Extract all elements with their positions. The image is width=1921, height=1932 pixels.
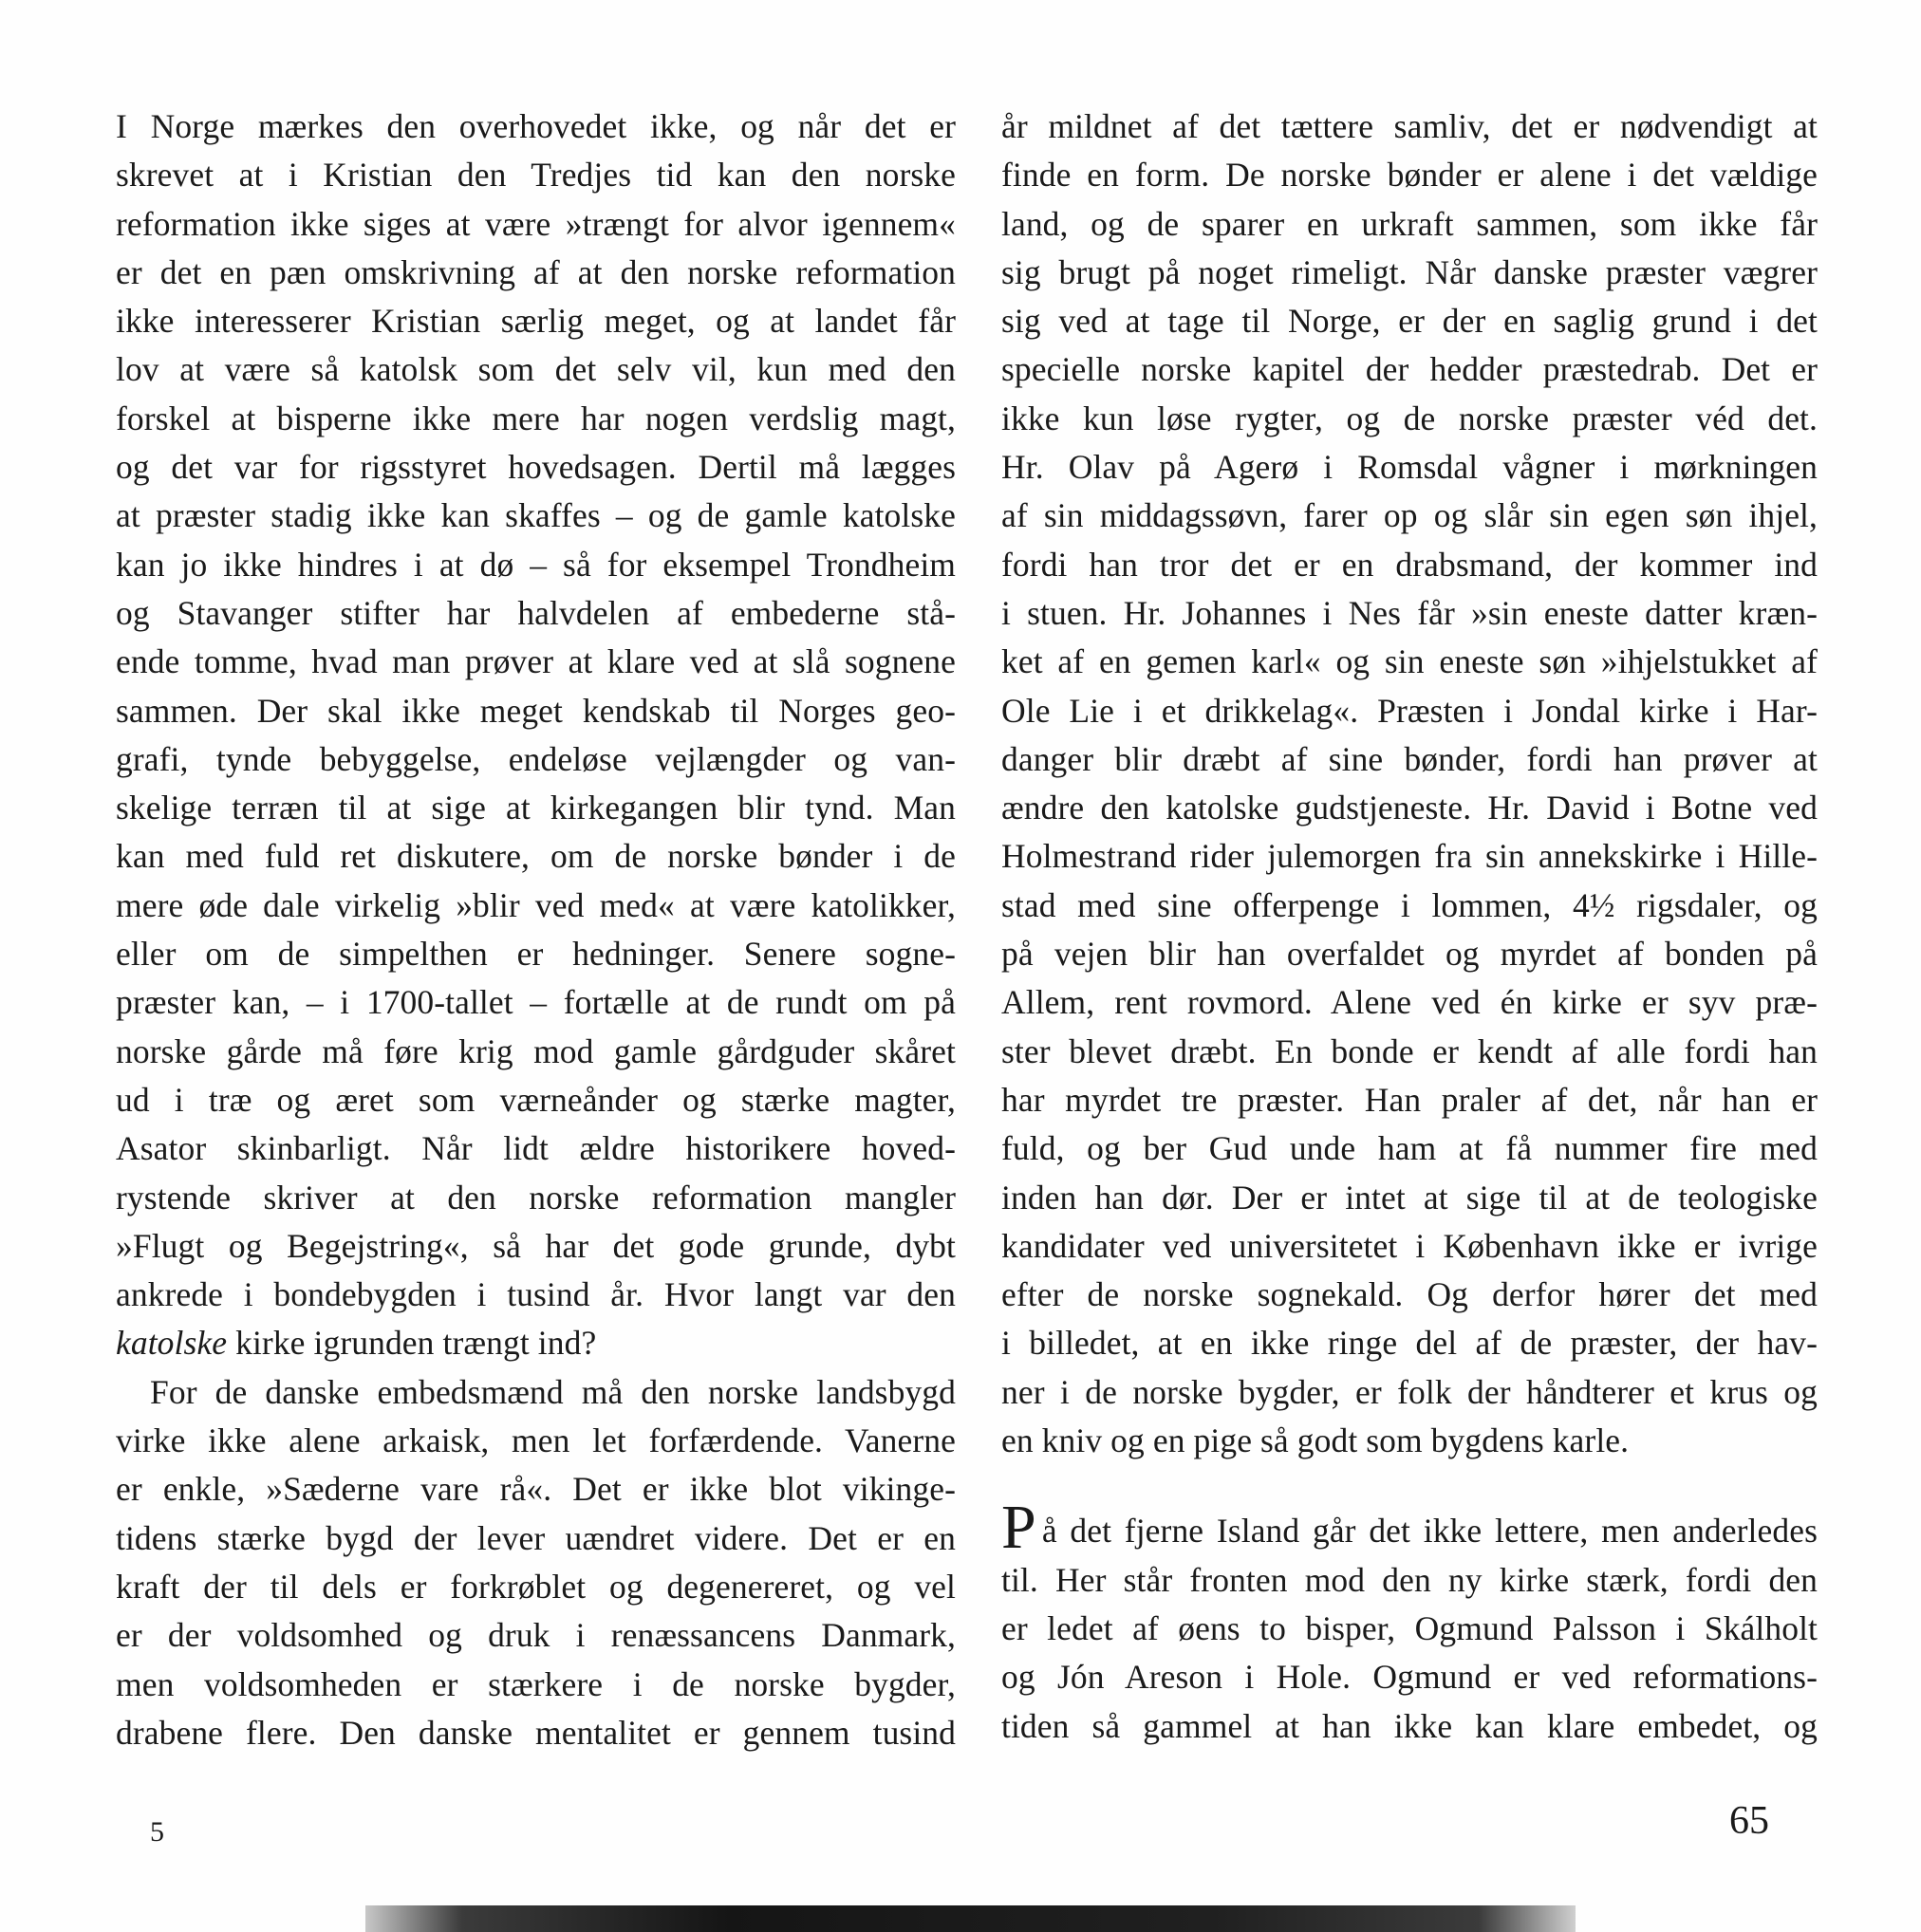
paragraph — [116, 102, 956, 1319]
text-line: at præster stadig ikke kan skaffes – og de gamle katolske — [116, 496, 956, 535]
text-line: kan jo ikke hindres i at dø – så for eksempel Trondheim — [116, 545, 956, 584]
text-line: sig brugt på noget rimeligt. Når danske præster vægrer — [1001, 252, 1818, 291]
text-line: norske gårde må føre krig mod gamle gårdguder skåret — [116, 1031, 956, 1070]
text-line: har myrdet tre præster. Han praler af det, når han er — [1001, 1080, 1818, 1119]
text-line: og det var for rigsstyret hovedsagen. Dertil må lægges — [116, 448, 956, 487]
text-line: og Jón Areson i Hole. Ogmund er ved reformations- — [1001, 1658, 1818, 1697]
text-line: Holmestrand rider julemorgen fra sin annekskirke i Hille- — [1001, 837, 1818, 876]
text-line: skrevet at i Kristian den Tredjes tid kan den norske — [116, 156, 956, 195]
text-fragment: kirke igrunden trængt ind? — [227, 1324, 597, 1363]
text-line: ikke kun løse rygter, og de norske præster véd det. — [1001, 399, 1818, 437]
text-line: kandidater ved universitetet i København ikke er ivrige — [1001, 1226, 1818, 1265]
text-line: I Norge mærkes den overhovedet ikke, og når det er — [116, 107, 956, 145]
italic-word: katolske — [116, 1324, 228, 1363]
text-line: i billedet, at en ikke ringe del af de præster, der hav- — [1001, 1324, 1818, 1363]
text-line: fuld, og ber Gud unde ham at få nummer fire med — [1001, 1129, 1818, 1168]
text-line: »Flugt og Begejstring«, så har det gode grunde, dybt — [116, 1226, 956, 1265]
text-line: af sin middagssøvn, farer op og slår sin egen søn ihjel, — [1001, 496, 1818, 535]
text-fragment: å det fjerne Island går det ikke lettere, men anderledes — [1041, 1512, 1818, 1551]
text-line: Ole Lie i et drikkelag«. Præsten i Jondal kirke i Har- — [1001, 691, 1818, 730]
scan-edge-shadow — [365, 1905, 1576, 1932]
text-line: eller om de simpelthen er hedninger. Senere sogne- — [116, 935, 956, 974]
text-line: ændre den katolske gudstjeneste. Hr. David i Botne ved — [1001, 789, 1818, 827]
text-line: danger blir dræbt af sine bønder, fordi han prøver at — [1001, 739, 1818, 778]
text-line: ikke interesserer Kristian særlig meget, og at landet får — [116, 302, 956, 341]
paragraph — [1001, 102, 1818, 1465]
text-line: tiden så gammel at han ikke kan klare embedet, og — [1001, 1706, 1818, 1745]
text-line: land, og de sparer en urkraft sammen, som ikke får — [1001, 204, 1818, 243]
text-line: sammen. Der skal ikke meget kendskab til Norges geo- — [116, 691, 956, 730]
text-line: inden han dør. Der er intet at sige til at de teologiske — [1001, 1178, 1818, 1217]
text-line: stad med sine offerpenge i lommen, 4½ rigsdaler, og — [1001, 885, 1818, 924]
left-column — [116, 102, 956, 1757]
text-line: er det en pæn omskrivning af at den norske reformation — [116, 252, 956, 291]
text-line: efter de norske sognekald. Og derfor hører det med — [1001, 1275, 1818, 1314]
text-line: reformation ikke siges at være »trængt for alvor igennem« — [116, 204, 956, 243]
text-line — [1001, 1507, 1818, 1555]
text-line: lov at være så katolsk som det selv vil, kun med den — [116, 350, 956, 389]
text-line: en kniv og en pige så godt som bygdens karle. — [1001, 1421, 1630, 1460]
text-line: til. Her står fronten mod den ny kirke stærk, fordi den — [1001, 1560, 1818, 1599]
text-line: på vejen blir han overfaldet og myrdet af bonden på — [1001, 935, 1818, 974]
text-line: kan med fuld ret diskutere, om de norske bønder i de — [116, 837, 956, 876]
drop-cap: P — [1001, 1507, 1036, 1556]
text-line: er der voldsomhed og druk i renæssancens Danmark, — [116, 1616, 956, 1655]
text-line: Asator skinbarligt. Når lidt ældre historikere hoved- — [116, 1129, 956, 1168]
text-line: men voldsomheden er stærkere i de norske bygder, — [116, 1664, 956, 1703]
text-line: drabene flere. Den danske mentalitet er gennem tusind — [116, 1713, 956, 1752]
text-line: virke ikke alene arkaisk, men let forfærdende. Vanerne — [116, 1421, 956, 1460]
text-line: kraft der til dels er forkrøblet og degenereret, og vel — [116, 1567, 956, 1606]
text-line: sig ved at tage til Norge, er der en saglig grund i det — [1001, 302, 1818, 341]
page-number: 65 — [1729, 1799, 1769, 1843]
text-line: ud i træ og æret som værneånder og stærke magter, — [116, 1080, 956, 1119]
paragraph — [116, 1368, 956, 1757]
text-line: specielle norske kapitel der hedder præstedrab. Det er — [1001, 350, 1818, 389]
text-line: ende tomme, hvad man prøver at klare ved at slå sognene — [116, 642, 956, 681]
text-line: i stuen. Hr. Johannes i Nes får »sin eneste datter kræn- — [1001, 593, 1818, 632]
text-line: år mildnet af det tættere samliv, det er nødvendigt at — [1001, 107, 1818, 145]
text-line: ster blevet dræbt. En bonde er kendt af alle fordi han — [1001, 1031, 1818, 1070]
text-line — [116, 1319, 956, 1367]
text-line: ket af en gemen karl« og sin eneste søn »ihjelstukket af — [1001, 642, 1818, 681]
text-line: Allem, rent rovmord. Alene ved én kirke er syv præ- — [1001, 983, 1818, 1022]
text-line: Hr. Olav på Agerø i Romsdal vågner i mørkningen — [1001, 448, 1818, 487]
text-line: For de danske embedsmænd må den norske landsbygd — [150, 1372, 956, 1411]
text-line: forskel at bisperne ikke mere har nogen verdslig magt, — [116, 399, 956, 437]
right-column — [1001, 102, 1818, 1751]
text-line: tidens stærke bygd der lever uændret videre. Det er en — [116, 1518, 956, 1557]
signature-mark: 5 — [150, 1816, 164, 1848]
text-line: finde en form. De norske bønder er alene i det vældige — [1001, 156, 1818, 195]
paragraph — [1001, 1556, 1818, 1751]
text-line: ner i de norske bygder, er folk der håndterer et krus og — [1001, 1372, 1818, 1411]
text-line: er enkle, »Sæderne vare rå«. Det er ikke blot vikinge- — [116, 1470, 956, 1509]
section-break — [1001, 1465, 1818, 1507]
text-line: rystende skriver at den norske reformation mangler — [116, 1178, 956, 1217]
text-line: og Stavanger stifter har halvdelen af embederne stå- — [116, 593, 956, 632]
text-line: grafi, tynde bebyggelse, endeløse vejlængder og van- — [116, 739, 956, 778]
text-line: fordi han tror det er en drabsmand, der kommer ind — [1001, 545, 1818, 584]
text-line: ankrede i bondebygden i tusind år. Hvor langt var den — [116, 1275, 956, 1314]
text-line: mere øde dale virkelig »blir ved med« at være katolikker, — [116, 885, 956, 924]
text-line: præster kan, – i 1700-tallet – fortælle at de rundt om på — [116, 983, 956, 1022]
text-line: er ledet af øens to bisper, Ogmund Palsson i Skálholt — [1001, 1608, 1818, 1647]
text-line: skelige terræn til at sige at kirkegangen blir tynd. Man — [116, 789, 956, 827]
